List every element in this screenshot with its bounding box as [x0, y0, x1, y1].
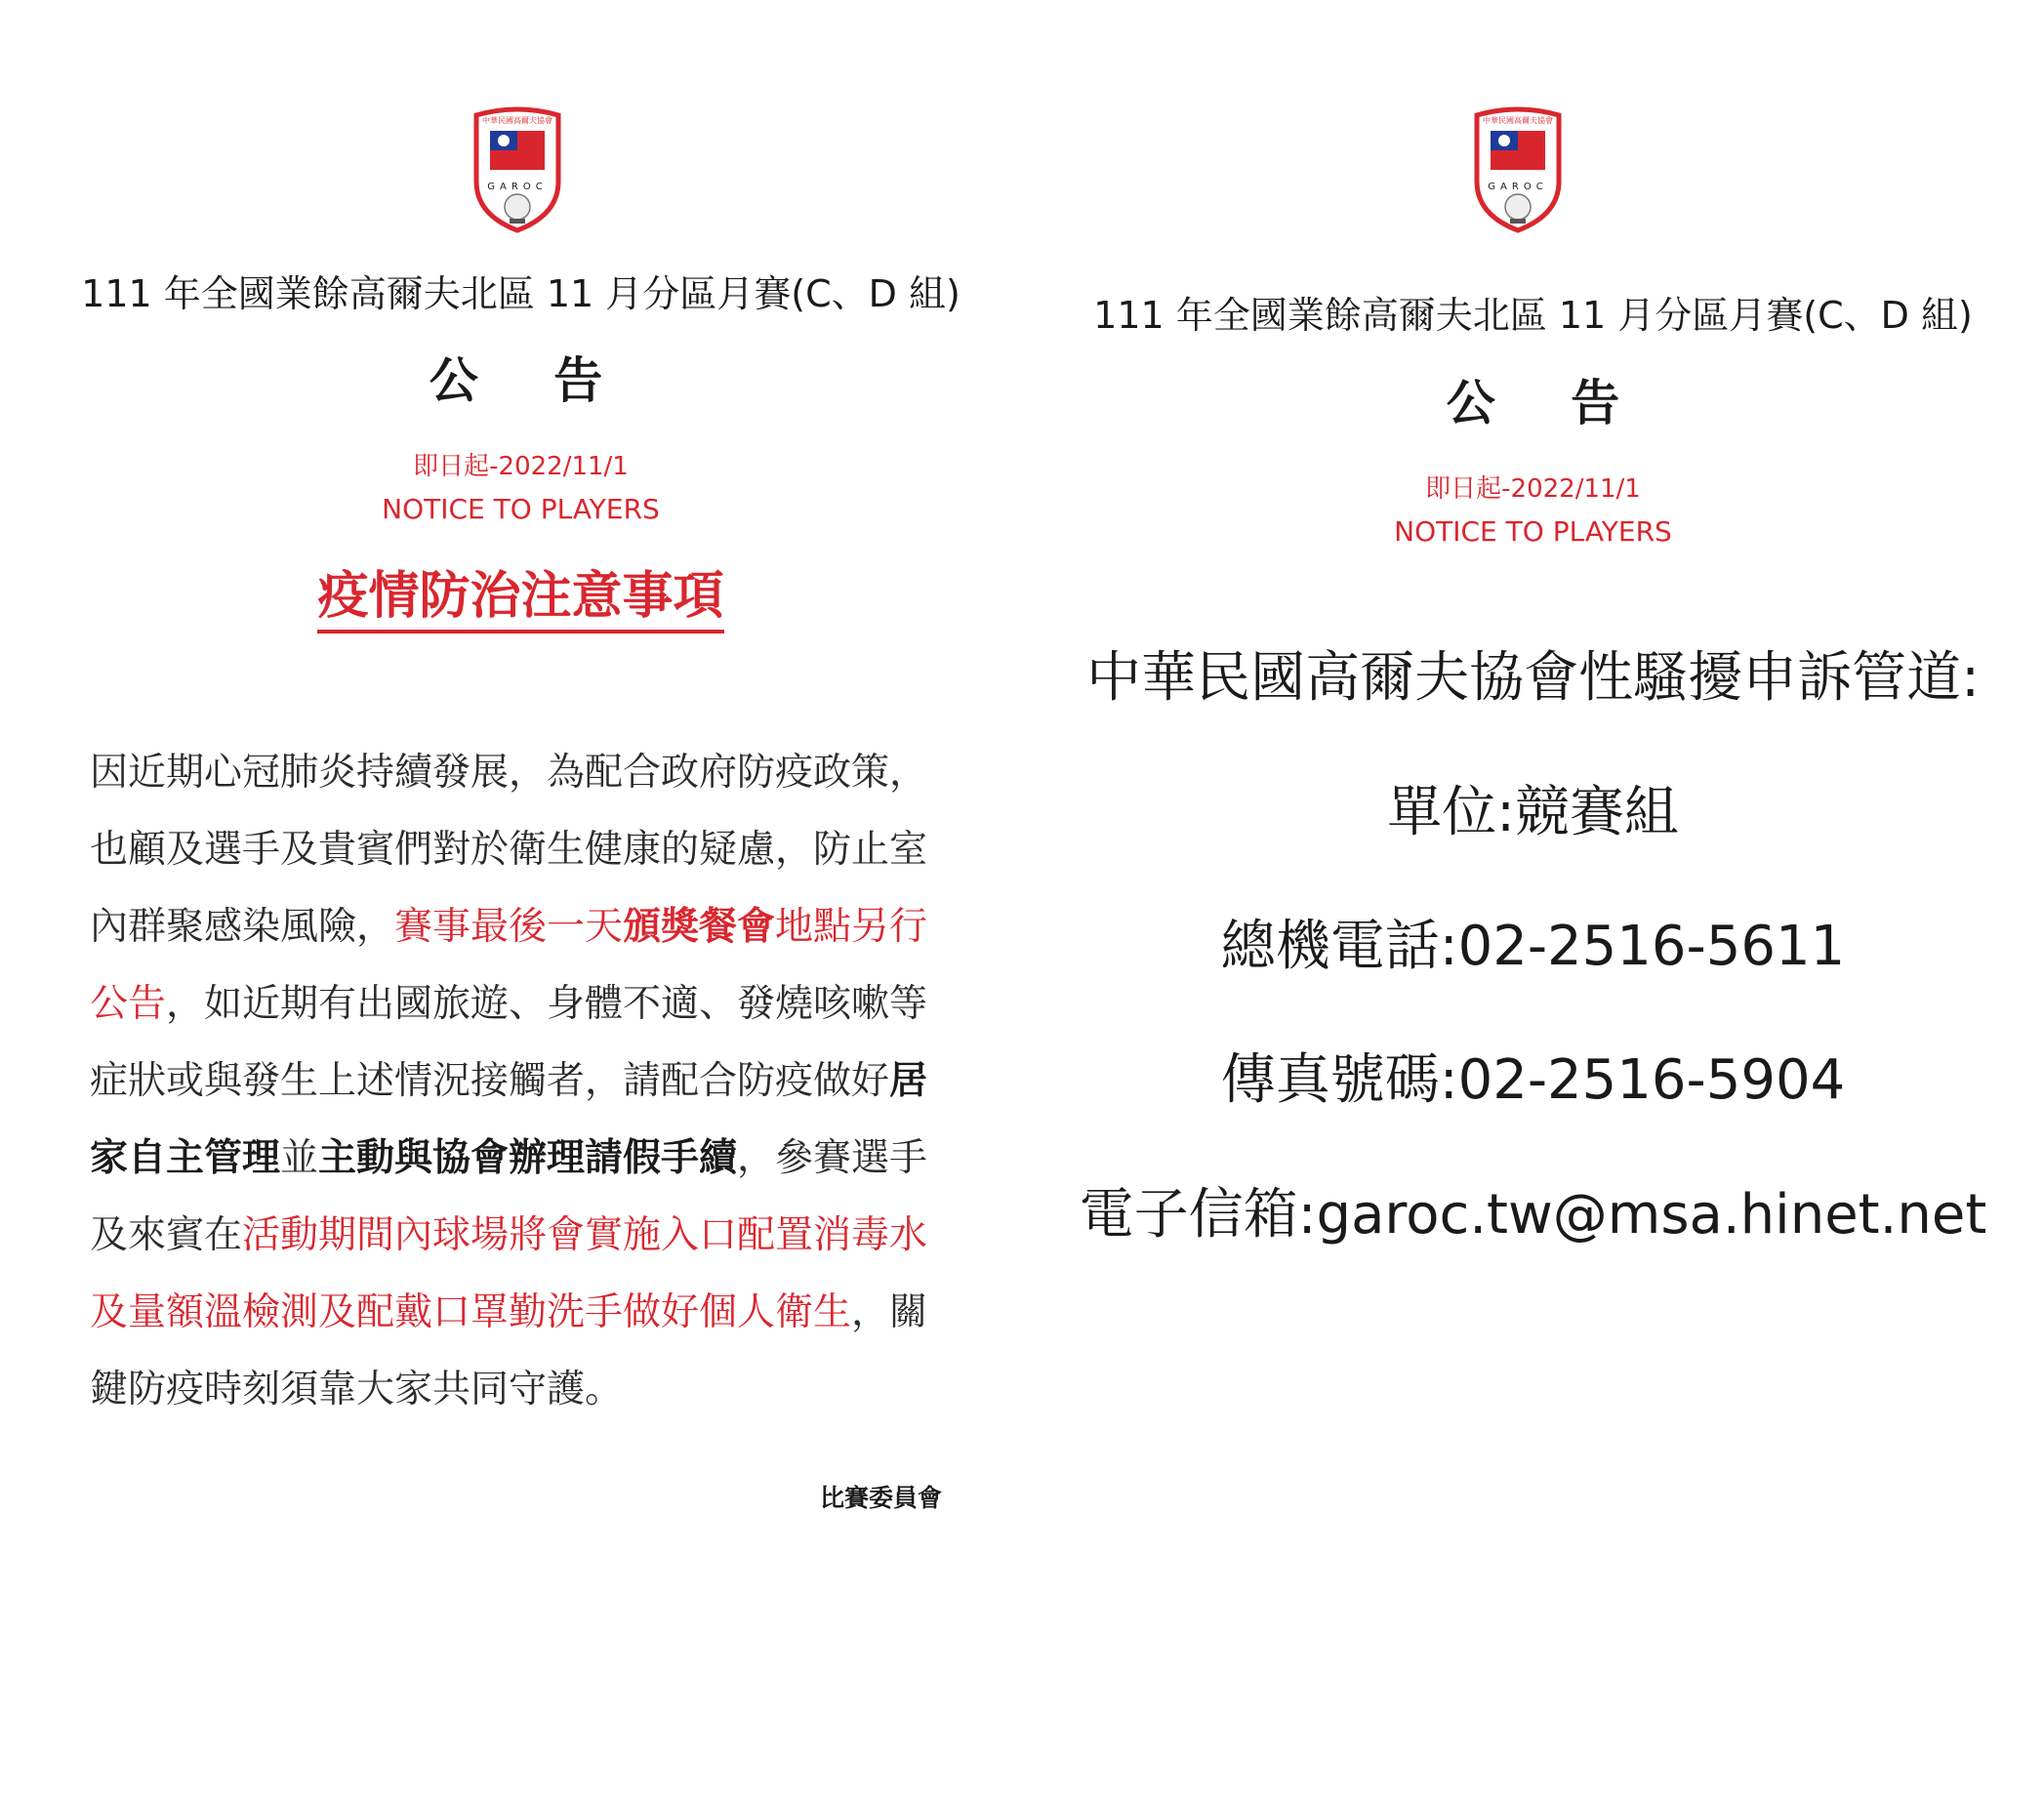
body-bold-1: 居家自主管理: [90, 1059, 928, 1180]
garoc-logo: [470, 105, 564, 234]
garoc-logo: [1471, 105, 1565, 234]
logo-arc-text: 中華民國高爾夫協會: [1483, 116, 1553, 125]
page-title: 111 年全國業餘高爾夫北區 11 月分區月賽(C、D 組): [1093, 294, 1973, 337]
announcement-body: [90, 734, 949, 1428]
effective-date: 即日起-2022/11/1: [1425, 474, 1641, 504]
harassment-channel-heading: 中華民國高爾夫協會性騷擾申訴管道:: [1086, 646, 1980, 710]
body-text-4: ，參賽選手及來賓在: [90, 1136, 928, 1257]
effective-date: 即日起-2022/11/1: [413, 452, 629, 481]
garoc-crest-icon: [1471, 105, 1565, 234]
email-line: 電子信箱:garoc.tw@msa.hinet.net: [1079, 1183, 1987, 1247]
body-text-2: ，如近期有出國旅遊、身體不適、發燒咳嗽等症狀或與發生上述情況接觸者，請配合防疫做好: [90, 982, 928, 1103]
body-text-3: 並: [280, 1136, 319, 1180]
body-red-2: 地點另行公告: [90, 905, 928, 1026]
phone-line: 總機電話:02-2516-5611: [1220, 915, 1846, 978]
page-title: 111 年全國業餘高爾夫北區 11 月分區月賽(C、D 組): [81, 272, 961, 315]
body-red-1: 賽事最後一天: [394, 905, 624, 949]
notice-to-players: NOTICE TO PLAYERS: [1394, 515, 1672, 548]
body-bold-2: 主動與協會辦理請假手續: [318, 1136, 738, 1180]
garoc-crest-icon: [470, 105, 564, 234]
unit-line: 單位:競賽組: [1387, 781, 1679, 844]
announcement-label: 公 告: [429, 352, 633, 409]
headline: [20, 554, 1022, 628]
headline-text: 疫情防治注意事項: [317, 567, 723, 634]
fax-line: 傳真號碼:02-2516-5904: [1220, 1048, 1846, 1112]
logo-text: GAROC: [487, 182, 548, 192]
body-text-1: 因近期心冠肺炎持續發展，為配合政府防疫政策，也顧及選手及貴賓們對於衛生健康的疑慮，防止室內群聚感染風險，: [90, 751, 928, 949]
signature: 比賽委員會: [819, 1484, 942, 1512]
announcement-label: 公 告: [1446, 375, 1650, 431]
body-red-3: 活動期間內球場將會實施入口配置消毒水及量額溫檢測及配戴口罩勤洗手做好個人衛生: [90, 1213, 928, 1334]
logo-arc-text: 中華民國高爾夫協會: [482, 116, 552, 125]
body-red-bold-1: 頒獎餐會: [623, 905, 776, 949]
right-page: [1022, 0, 2044, 1800]
logo-text: GAROC: [1488, 182, 1548, 192]
body-text-5: ，關鍵防疫時刻須靠大家共同守護。: [90, 1290, 928, 1411]
notice-to-players: NOTICE TO PLAYERS: [382, 493, 660, 525]
